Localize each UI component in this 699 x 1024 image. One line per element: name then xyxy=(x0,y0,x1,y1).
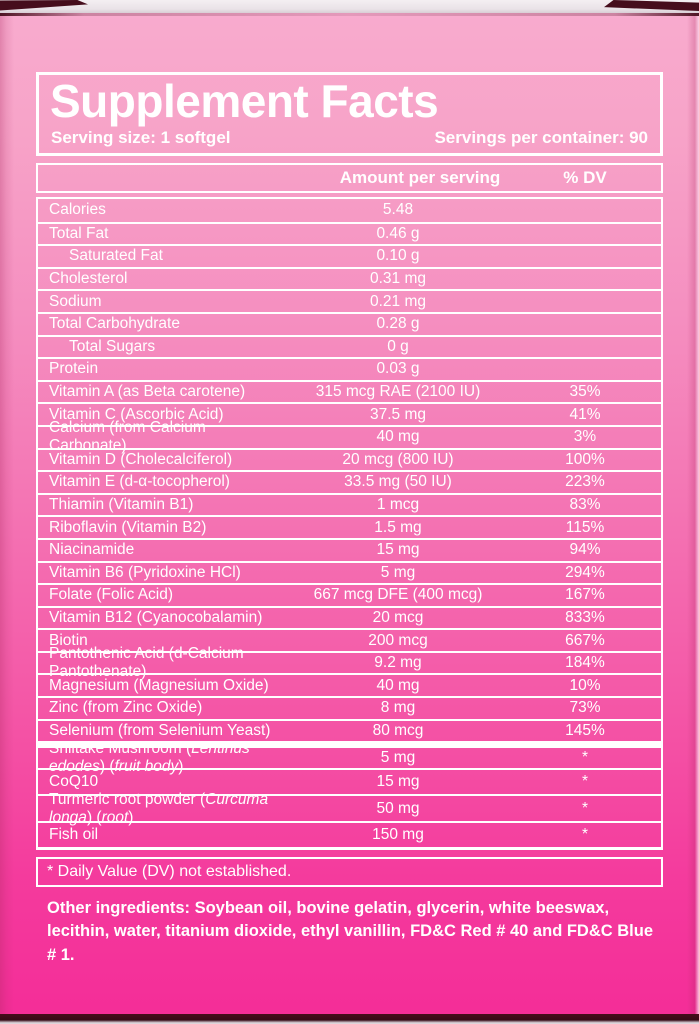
box-bottom-edge xyxy=(0,1014,699,1024)
amount-value: 0 g xyxy=(387,337,409,355)
nutrient-name: Vitamin E (d-α-tocopherol) xyxy=(49,473,230,491)
box-left-edge-shading xyxy=(0,13,14,1017)
nutrient-name: Turmeric root powder (Curcuma longa) (root) xyxy=(49,790,269,826)
amount-value: 200 mcg xyxy=(368,631,428,649)
dv-value: * xyxy=(581,799,589,817)
nutrient-name: Selenium (from Selenium Yeast) xyxy=(49,721,271,739)
footnote-box xyxy=(36,857,663,887)
dv-column-header: % DV xyxy=(563,168,607,187)
amount-value: 20 mcg xyxy=(372,608,424,626)
nutrient-name: Shiitake Mushroom (Lentinus edodes) (fruit body) xyxy=(49,740,250,775)
amount-value: 5 mg xyxy=(380,749,416,766)
dv-value: 145% xyxy=(565,721,605,739)
table-row xyxy=(38,335,661,358)
box-flap-shadow-left xyxy=(0,0,88,11)
table-row xyxy=(38,448,661,471)
table-row xyxy=(38,470,661,493)
table-row xyxy=(38,561,661,584)
table-row xyxy=(38,673,661,696)
dv-value: 83% xyxy=(569,496,601,514)
nutrient-name: Pantothenic Acid (d-Calcium Pantothenate) xyxy=(49,645,244,681)
nutrient-name: Vitamin A (as Beta carotene) xyxy=(49,383,246,401)
amount-value: 1.5 mg xyxy=(374,518,422,536)
box-right-edge-shading xyxy=(687,13,699,1017)
box-flap-shadow-right xyxy=(604,0,699,13)
amount-value: 9.2 mg xyxy=(374,654,422,672)
nutrient-name: Total Fat xyxy=(49,224,109,242)
nutrient-name: Sodium xyxy=(49,292,102,310)
footnote-text: * Daily Value (DV) not established. xyxy=(47,863,292,880)
nutrient-name: Calcium (from Calcium Carbonate) xyxy=(49,419,206,455)
amount-value: 15 mg xyxy=(376,773,420,790)
table-row xyxy=(38,719,661,742)
amount-value: 5.48 xyxy=(382,201,414,219)
nutrient-name: Folate (Folic Acid) xyxy=(49,586,174,604)
table-row xyxy=(38,790,661,826)
amount-value: 50 mg xyxy=(376,799,420,817)
dv-value: 223% xyxy=(565,473,605,491)
nutrient-name: Protein xyxy=(49,360,99,378)
nutrient-name: Total Sugars xyxy=(69,337,156,355)
servings-per-container-text: Servings per container: 90 xyxy=(434,128,648,147)
amount-value: 80 mcg xyxy=(372,721,424,739)
amount-value: 5 mg xyxy=(380,563,416,581)
nutrient-name: Niacinamide xyxy=(49,541,135,559)
nutrient-name: Calories xyxy=(49,201,106,219)
amount-value: 37.5 mg xyxy=(369,405,426,423)
dv-value: 294% xyxy=(565,563,605,581)
nutrient-name: Biotin xyxy=(49,631,88,649)
column-header-row xyxy=(36,163,663,193)
table-row xyxy=(38,740,661,775)
table-row xyxy=(38,222,661,245)
dv-value: 41% xyxy=(569,405,601,423)
amount-value: 0.21 mg xyxy=(369,292,426,310)
table-row xyxy=(38,583,661,606)
nutrient-name: Vitamin B6 (Pyridoxine HCl) xyxy=(49,563,241,581)
table-row xyxy=(38,645,661,681)
dv-value: 167% xyxy=(565,586,605,604)
dv-value: 3% xyxy=(573,428,597,446)
facts-table-body xyxy=(36,197,663,850)
amount-value: 0.10 g xyxy=(376,247,420,265)
dv-value: 667% xyxy=(565,631,605,649)
dv-value: 10% xyxy=(569,676,601,694)
table-row xyxy=(38,199,661,222)
dv-value: 115% xyxy=(565,518,605,536)
nutrient-name: Vitamin B12 (Cyanocobalamin) xyxy=(49,608,263,626)
dv-value: 100% xyxy=(565,450,605,468)
table-row xyxy=(38,821,661,848)
nutrient-name: Vitamin C (Ascorbic Acid) xyxy=(49,405,224,423)
panel-title: Supplement Facts xyxy=(50,75,439,127)
nutrient-name: Zinc (from Zinc Oxide) xyxy=(49,699,203,717)
amount-value: 0.46 g xyxy=(376,224,420,242)
dv-value: 73% xyxy=(569,699,601,717)
dv-value: 35% xyxy=(569,383,601,401)
nutrient-name: Saturated Fat xyxy=(69,247,163,265)
amount-value: 0.31 mg xyxy=(369,270,426,288)
amount-value: 8 mg xyxy=(380,699,416,717)
serving-size-text: Serving size: 1 softgel xyxy=(51,128,231,147)
table-row xyxy=(38,538,661,561)
dv-value: 94% xyxy=(569,541,601,559)
table-row xyxy=(38,267,661,290)
amount-value: 315 mcg RAE (2100 IU) xyxy=(315,383,481,401)
nutrient-name: Magnesium (Magnesium Oxide) xyxy=(49,676,269,694)
box-top-crease xyxy=(0,13,699,16)
table-row xyxy=(38,312,661,335)
table-row xyxy=(38,493,661,516)
dv-value: * xyxy=(581,773,589,790)
nutrient-name: Riboflavin (Vitamin B2) xyxy=(49,518,207,536)
dv-value: * xyxy=(581,826,589,843)
table-row xyxy=(38,606,661,629)
table-row xyxy=(38,380,661,403)
amount-value: 0.03 g xyxy=(376,360,420,378)
amount-value: 33.5 mg (50 IU) xyxy=(344,473,452,491)
nutrient-name: Cholesterol xyxy=(49,270,128,288)
amount-value: 667 mcg DFE (400 mcg) xyxy=(313,586,483,604)
dv-value: 184% xyxy=(565,654,605,672)
amount-value: 150 mg xyxy=(372,826,424,843)
table-row xyxy=(38,696,661,719)
table-row xyxy=(38,419,661,455)
dv-value: 833% xyxy=(565,608,605,626)
amount-column-header: Amount per serving xyxy=(339,168,501,187)
dv-value: * xyxy=(581,749,589,766)
table-row xyxy=(38,289,661,312)
nutrient-name: Vitamin D (Cholecalciferol) xyxy=(49,450,233,468)
amount-value: 1 mcg xyxy=(376,496,420,514)
other-ingredients-text: Other ingredients: Soybean oil, bovine gelatin, glycerin, white beeswax, lecithin, water, titanium dioxide, ethyl vanillin, FD&C Red # 40 and FD&C Blue # 1. xyxy=(47,899,654,964)
table-row xyxy=(38,515,661,538)
supplement-facts-panel xyxy=(0,13,699,1017)
amount-value: 0.28 g xyxy=(376,315,420,333)
box-top-edge xyxy=(0,0,699,13)
nutrient-name: Fish oil xyxy=(49,826,99,843)
table-row xyxy=(38,244,661,267)
amount-value: 40 mg xyxy=(376,676,420,694)
amount-value: 40 mg xyxy=(376,428,420,446)
nutrient-name: Total Carbohydrate xyxy=(49,315,180,333)
amount-value: 15 mg xyxy=(376,541,420,559)
table-row xyxy=(38,357,661,380)
nutrient-name: CoQ10 xyxy=(49,773,99,790)
title-box xyxy=(36,72,663,156)
amount-value: 20 mcg (800 IU) xyxy=(342,450,454,468)
nutrient-name: Thiamin (Vitamin B1) xyxy=(49,496,194,514)
serving-row xyxy=(39,128,660,148)
